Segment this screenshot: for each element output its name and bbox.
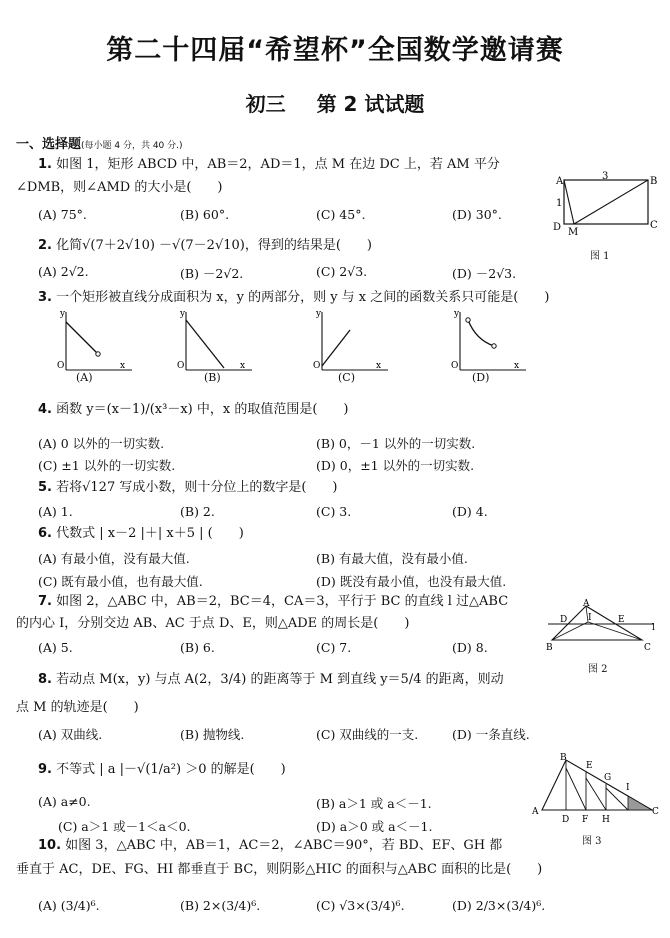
graph-d-label: (D)	[472, 371, 490, 384]
question-10	[38, 838, 502, 854]
figure-stroke	[96, 352, 100, 356]
label-f: F	[582, 815, 589, 824]
q6-option-b: (B) 有最大值，没有最小值.	[316, 551, 468, 566]
graph-a-line	[66, 322, 98, 354]
question-text: 如图 1，矩形 ABCD 中，AB＝2，AD＝1，点 M 在边 DC 上，若 AM 平分	[56, 157, 500, 172]
label-b: B	[650, 176, 658, 187]
origin-label: O	[313, 361, 321, 371]
q1-option-c: (C) 45°.	[316, 207, 366, 222]
q7-option-d: (D) 8.	[452, 640, 488, 655]
q2-option-a: (A) 2√2.	[38, 264, 89, 279]
y-axis-label: y	[454, 309, 460, 319]
q2-option-d: (D) －2√3.	[452, 266, 517, 281]
label-i: I	[626, 783, 630, 793]
label-e: E	[618, 615, 625, 625]
y-axis-label: y	[60, 309, 66, 319]
figure-2-caption: 图 2	[588, 664, 608, 675]
label-a: A	[532, 807, 539, 817]
y-axis-label: y	[180, 309, 186, 319]
question-number: 9.	[38, 762, 52, 777]
origin-label: O	[177, 361, 185, 371]
grade-label: 初三	[245, 92, 286, 116]
question-text: 一个矩形被直线分成面积为 x，y 的两部分，则 y 与 x 之间的函数关系只可能是( )	[56, 290, 550, 305]
figure-stroke	[492, 344, 496, 348]
figure-stroke	[606, 788, 628, 810]
label-m: M	[568, 227, 579, 238]
question-1	[38, 157, 500, 173]
graph-b	[177, 309, 252, 371]
q4-option-d: (D) 0，±1 以外的一切实数.	[316, 458, 475, 473]
label-i: I	[588, 613, 592, 623]
q10-option-a: (A) (3/4)⁶.	[38, 898, 100, 913]
q5-option-d: (D) 4.	[452, 504, 488, 519]
question-7-line2: 的内心 I，分别交边 AB、AC 于点 D、E，则△ADE 的周长是( )	[16, 616, 410, 631]
q6-option-c: (C) 既有最小值，也有最大值.	[38, 574, 203, 589]
y-axis-label: y	[316, 309, 322, 319]
label-c: C	[644, 643, 651, 653]
question-number: 3.	[38, 290, 52, 305]
figure-2	[546, 598, 658, 658]
label-b: B	[546, 643, 553, 653]
question-6	[38, 526, 244, 542]
rectangle-abcd	[564, 180, 648, 224]
label-c: C	[650, 220, 658, 231]
q8-option-a: (A) 双曲线.	[38, 727, 103, 742]
label-h: H	[602, 815, 610, 824]
figure-stroke	[466, 318, 470, 322]
figure-stroke	[586, 778, 606, 810]
label-l: l	[652, 623, 655, 633]
paper-title: 第二十四届“希望杯”全国数学邀请赛	[106, 35, 564, 66]
q1-option-b: (B) 60°.	[180, 207, 230, 222]
label-c: C	[652, 807, 659, 817]
label-a: A	[583, 599, 590, 609]
origin-label: O	[451, 361, 459, 371]
q4-option-c: (C) ±1 以外的一切实数.	[38, 458, 176, 473]
q2-option-b: (B) －2√2.	[180, 266, 244, 281]
section-name: 一、选择题	[16, 137, 82, 152]
q7-option-c: (C) 7.	[316, 640, 352, 655]
question-number: 10.	[38, 838, 62, 853]
label-d: D	[553, 222, 562, 233]
question-text: 若动点 M(x，y) 与点 A(2，3/4) 的距离等于 M 到直线 y＝5/4 的距离，则动	[56, 672, 504, 687]
q10-option-d: (D) 2/3×(3/4)⁶.	[452, 898, 546, 913]
x-axis-label: x	[514, 361, 520, 371]
question-text: 若将√127 写成小数，则十分位上的数字是( )	[56, 480, 338, 495]
section-heading	[16, 133, 183, 152]
q2-option-c: (C) 2√3.	[316, 264, 368, 279]
graph-d-curve	[468, 320, 494, 346]
x-axis-label: x	[240, 361, 246, 371]
graph-d	[451, 309, 526, 371]
question-number: 8.	[38, 672, 52, 687]
q1-option-d: (D) 30°.	[452, 207, 502, 222]
q3-graphs	[48, 308, 608, 388]
figure-3	[526, 752, 660, 824]
q9-option-d: (D) a＞0 或 a＜－1.	[316, 819, 433, 834]
q1-option-a: (A) 75°.	[38, 207, 87, 222]
segment-am	[564, 180, 574, 224]
q6-option-d: (D) 既没有最小值，也没有最大值.	[316, 574, 507, 589]
q7-option-b: (B) 6.	[180, 640, 215, 655]
section-note: (每小题 4 分，共 40 分.)	[81, 141, 183, 151]
shaded-triangle-hic	[628, 796, 652, 810]
graph-a-label: (A)	[76, 371, 93, 384]
q4-option-b: (B) 0，－1 以外的一切实数.	[316, 436, 476, 451]
q10-option-b: (B) 2×(3/4)⁶.	[180, 898, 261, 913]
question-2	[38, 238, 372, 254]
q5-option-a: (A) 1.	[38, 504, 73, 519]
question-number: 2.	[38, 238, 52, 253]
q8-option-c: (C) 双曲线的一支.	[316, 727, 419, 742]
question-number: 6.	[38, 526, 52, 541]
label-a: A	[556, 176, 564, 187]
question-number: 5.	[38, 480, 52, 495]
paper-subtitle	[0, 88, 670, 117]
question-text: 函数 y＝(x－1)/(x³－x) 中，x 的取值范围是( )	[56, 402, 349, 417]
q5-option-b: (B) 2.	[180, 504, 215, 519]
graph-c-label: (C)	[338, 371, 355, 384]
figure-stroke	[588, 622, 642, 640]
q9-option-a: (A) a≠0.	[38, 794, 91, 809]
question-9	[38, 762, 286, 778]
q10-option-c: (C) √3×(3/4)⁶.	[316, 898, 405, 913]
question-text: 化简√(7＋2√10) －√(7－2√10)，得到的结果是( )	[56, 238, 372, 253]
graph-a	[57, 309, 132, 371]
question-text: 代数式 | x－2 |＋| x＋5 | ( )	[56, 526, 244, 541]
label-1: 1	[556, 198, 563, 209]
segment-mb	[574, 180, 648, 224]
question-text: 如图 2，△ABC 中，AB＝2，BC＝4，CA＝3，平行于 BC 的直线 l 过△ABC	[56, 594, 509, 609]
q4-option-a: (A) 0 以外的一切实数.	[38, 436, 165, 451]
question-8-line2: 点 M 的轨迹是( )	[16, 700, 139, 715]
paper-label: 第 2 试试题	[316, 92, 425, 116]
label-e: E	[586, 761, 593, 771]
graph-b-label: (B)	[204, 371, 221, 384]
q9-option-b: (B) a＞1 或 a＜－1.	[316, 796, 432, 811]
q8-option-b: (B) 抛物线.	[180, 727, 245, 742]
q5-option-c: (C) 3.	[316, 504, 352, 519]
graph-c	[313, 309, 388, 371]
q8-option-d: (D) 一条直线.	[452, 727, 530, 742]
x-axis-label: x	[376, 361, 382, 371]
graph-b-line	[186, 320, 224, 368]
question-number: 4.	[38, 402, 52, 417]
figure-1-caption: 图 1	[590, 251, 610, 262]
question-text: 不等式 | a |－√(1/a²) ＞0 的解是( )	[56, 762, 286, 777]
question-3	[38, 290, 549, 306]
question-number: 1.	[38, 157, 52, 172]
question-1-line2: ∠DMB，则∠AMD 的大小是( )	[16, 180, 223, 195]
origin-label: O	[57, 361, 65, 371]
question-10-line2: 垂直于 AC，DE、FG、HI 都垂直于 BC，则阴影△HIC 的面积与△ABC 面积的比是( )	[16, 862, 543, 877]
x-axis-label: x	[120, 361, 126, 371]
question-4	[38, 402, 349, 418]
question-8	[38, 672, 504, 688]
question-text: 如图 3，△ABC 中，AB＝1，AC＝2，∠ABC＝90°，若 BD、EF、GH 都	[65, 838, 503, 853]
label-d: D	[560, 615, 568, 625]
question-number: 7.	[38, 594, 52, 609]
q6-option-a: (A) 有最小值，没有最大值.	[38, 551, 190, 566]
label-b: B	[560, 753, 567, 763]
figure-stroke	[566, 768, 586, 810]
q7-option-a: (A) 5.	[38, 640, 73, 655]
figure-3-caption: 图 3	[582, 836, 602, 847]
label-3: 3	[602, 171, 609, 182]
question-5	[38, 480, 338, 496]
q9-option-c: (C) a＞1 或－1＜a＜0.	[58, 819, 191, 834]
figure-stroke	[552, 622, 588, 640]
question-7	[38, 594, 508, 610]
label-g: G	[604, 773, 612, 783]
label-d: D	[562, 815, 570, 824]
graph-c-line	[322, 330, 350, 366]
